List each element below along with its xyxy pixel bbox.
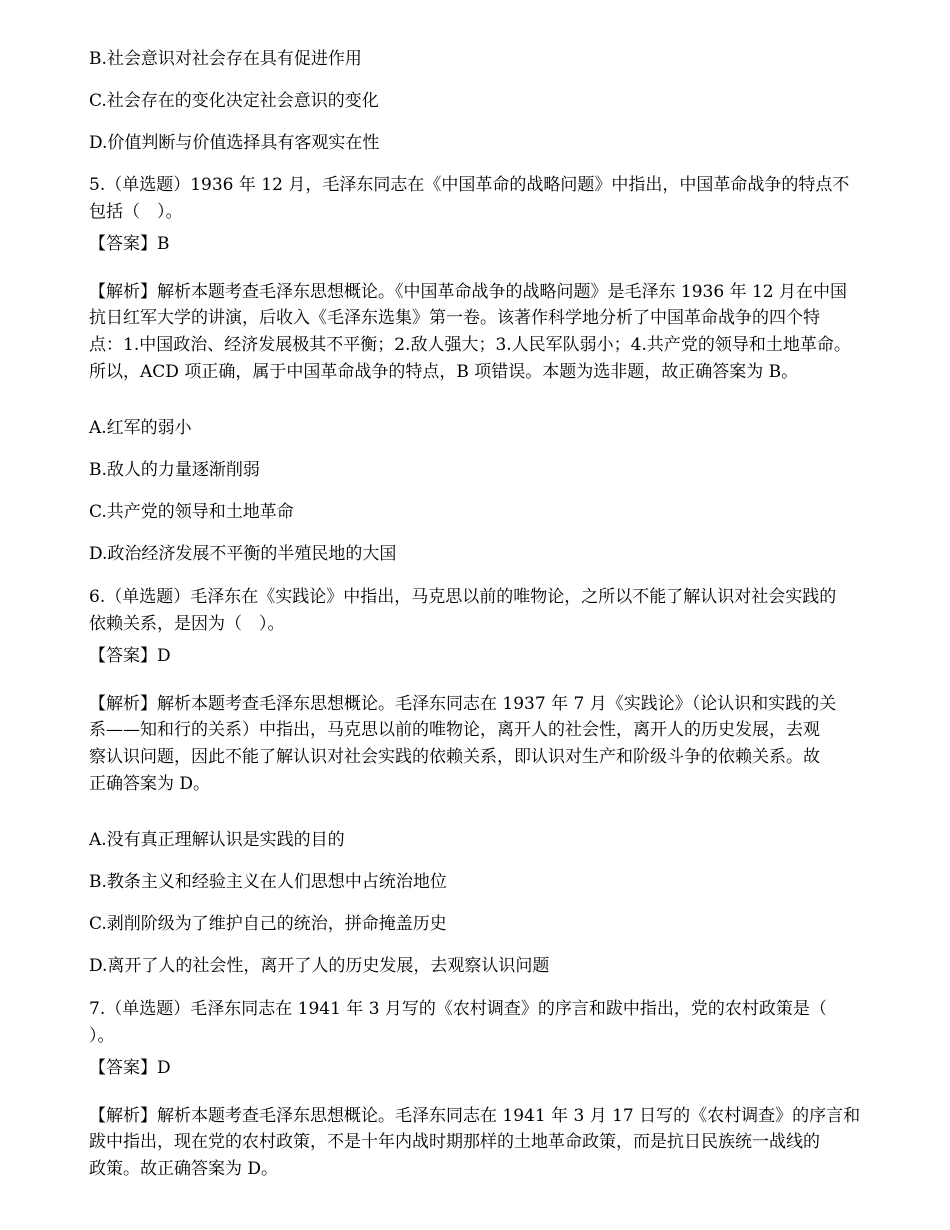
q6-option-d: D.离开了人的社会性，离开了人的历史发展，去观察认识问题: [89, 956, 550, 976]
q7-analysis-line-1: 【解析】解析本题考查毛泽东思想概论。毛泽东同志在 1941 年 3 月 17 日写的《农村调查》的序言和: [89, 1106, 861, 1126]
q5-option-a: A.红军的弱小: [89, 418, 192, 438]
q4-option-b: B.社会意识对社会存在具有促进作用: [89, 49, 362, 69]
q6-answer: 【答案】D: [89, 646, 171, 666]
q5-option-b: B.敌人的力量逐渐削弱: [89, 460, 260, 480]
q6-analysis-line-1: 【解析】解析本题考查毛泽东思想概论。毛泽东同志在 1937 年 7 月《实践论》（论认识和实践的关: [89, 694, 837, 714]
q6-analysis-line-4: 正确答案为 D。: [89, 774, 211, 794]
q5-analysis-line-1: 【解析】解析本题考查毛泽东思想概论。《中国革命战争的战略问题》是毛泽东 1936 年 12 月在中国: [89, 282, 848, 302]
q6-option-a: A.没有真正理解认识是实践的目的: [89, 830, 345, 850]
q5-answer: 【答案】B: [89, 234, 170, 254]
q5-option-c: C.共产党的领导和土地革命: [89, 502, 294, 522]
q4-option-c: C.社会存在的变化决定社会意识的变化: [89, 91, 379, 111]
q6-option-c: C.剥削阶级为了维护自己的统治，拼命掩盖历史: [89, 914, 447, 934]
q4-option-d: D.价值判断与价值选择具有客观实在性: [89, 133, 380, 153]
q6-option-b: B.教条主义和经验主义在人们思想中占统治地位: [89, 872, 447, 892]
q5-stem-line-2: 包括（ ）。: [89, 202, 183, 222]
q7-analysis-line-2: 跋中指出，现在党的农村政策，不是十年内战时期那样的土地革命政策，而是抗日民族统一战线的: [89, 1132, 820, 1152]
q7-stem-line-2: ）。: [89, 1026, 115, 1046]
q5-stem-line-1: 5.（单选题）1936 年 12 月，毛泽东同志在《中国革命的战略问题》中指出，中国革命战争的特点不: [89, 175, 850, 195]
q6-analysis-line-3: 察认识问题，因此不能了解认识对社会实践的依赖关系，即认识对生产和阶级斗争的依赖关系。故: [89, 747, 820, 767]
q6-analysis-line-2: 系——知和行的关系）中指出，马克思以前的唯物论，离开人的社会性，离开人的历史发展，去观: [89, 720, 820, 740]
q7-answer: 【答案】D: [89, 1058, 171, 1078]
q5-option-d: D.政治经济发展不平衡的半殖民地的大国: [89, 544, 397, 564]
q5-analysis-line-2: 抗日红军大学的讲演，后收入《毛泽东选集》第一卷。该著作科学地分析了中国革命战争的四个特: [89, 308, 820, 328]
q7-stem-line-1: 7.（单选题）毛泽东同志在 1941 年 3 月写的《农村调查》的序言和跋中指出，党的农村政策是（: [89, 999, 827, 1019]
q5-analysis-line-3: 点：1.中国政治、经济发展极其不平衡；2.敌人强大；3.人民军队弱小；4.共产党的领导和土地革命。: [89, 335, 851, 355]
q7-analysis-line-3: 政策。故正确答案为 D。: [89, 1159, 279, 1179]
q6-stem-line-1: 6.（单选题）毛泽东在《实践论》中指出，马克思以前的唯物论，之所以不能了解认识对社会实践的: [89, 587, 837, 607]
q6-stem-line-2: 依赖关系，是因为（ ）。: [89, 614, 285, 634]
q5-analysis-line-4: 所以，ACD 项正确，属于中国革命战争的特点，B 项错误。本题为选非题，故正确答案为 B。: [89, 362, 799, 382]
